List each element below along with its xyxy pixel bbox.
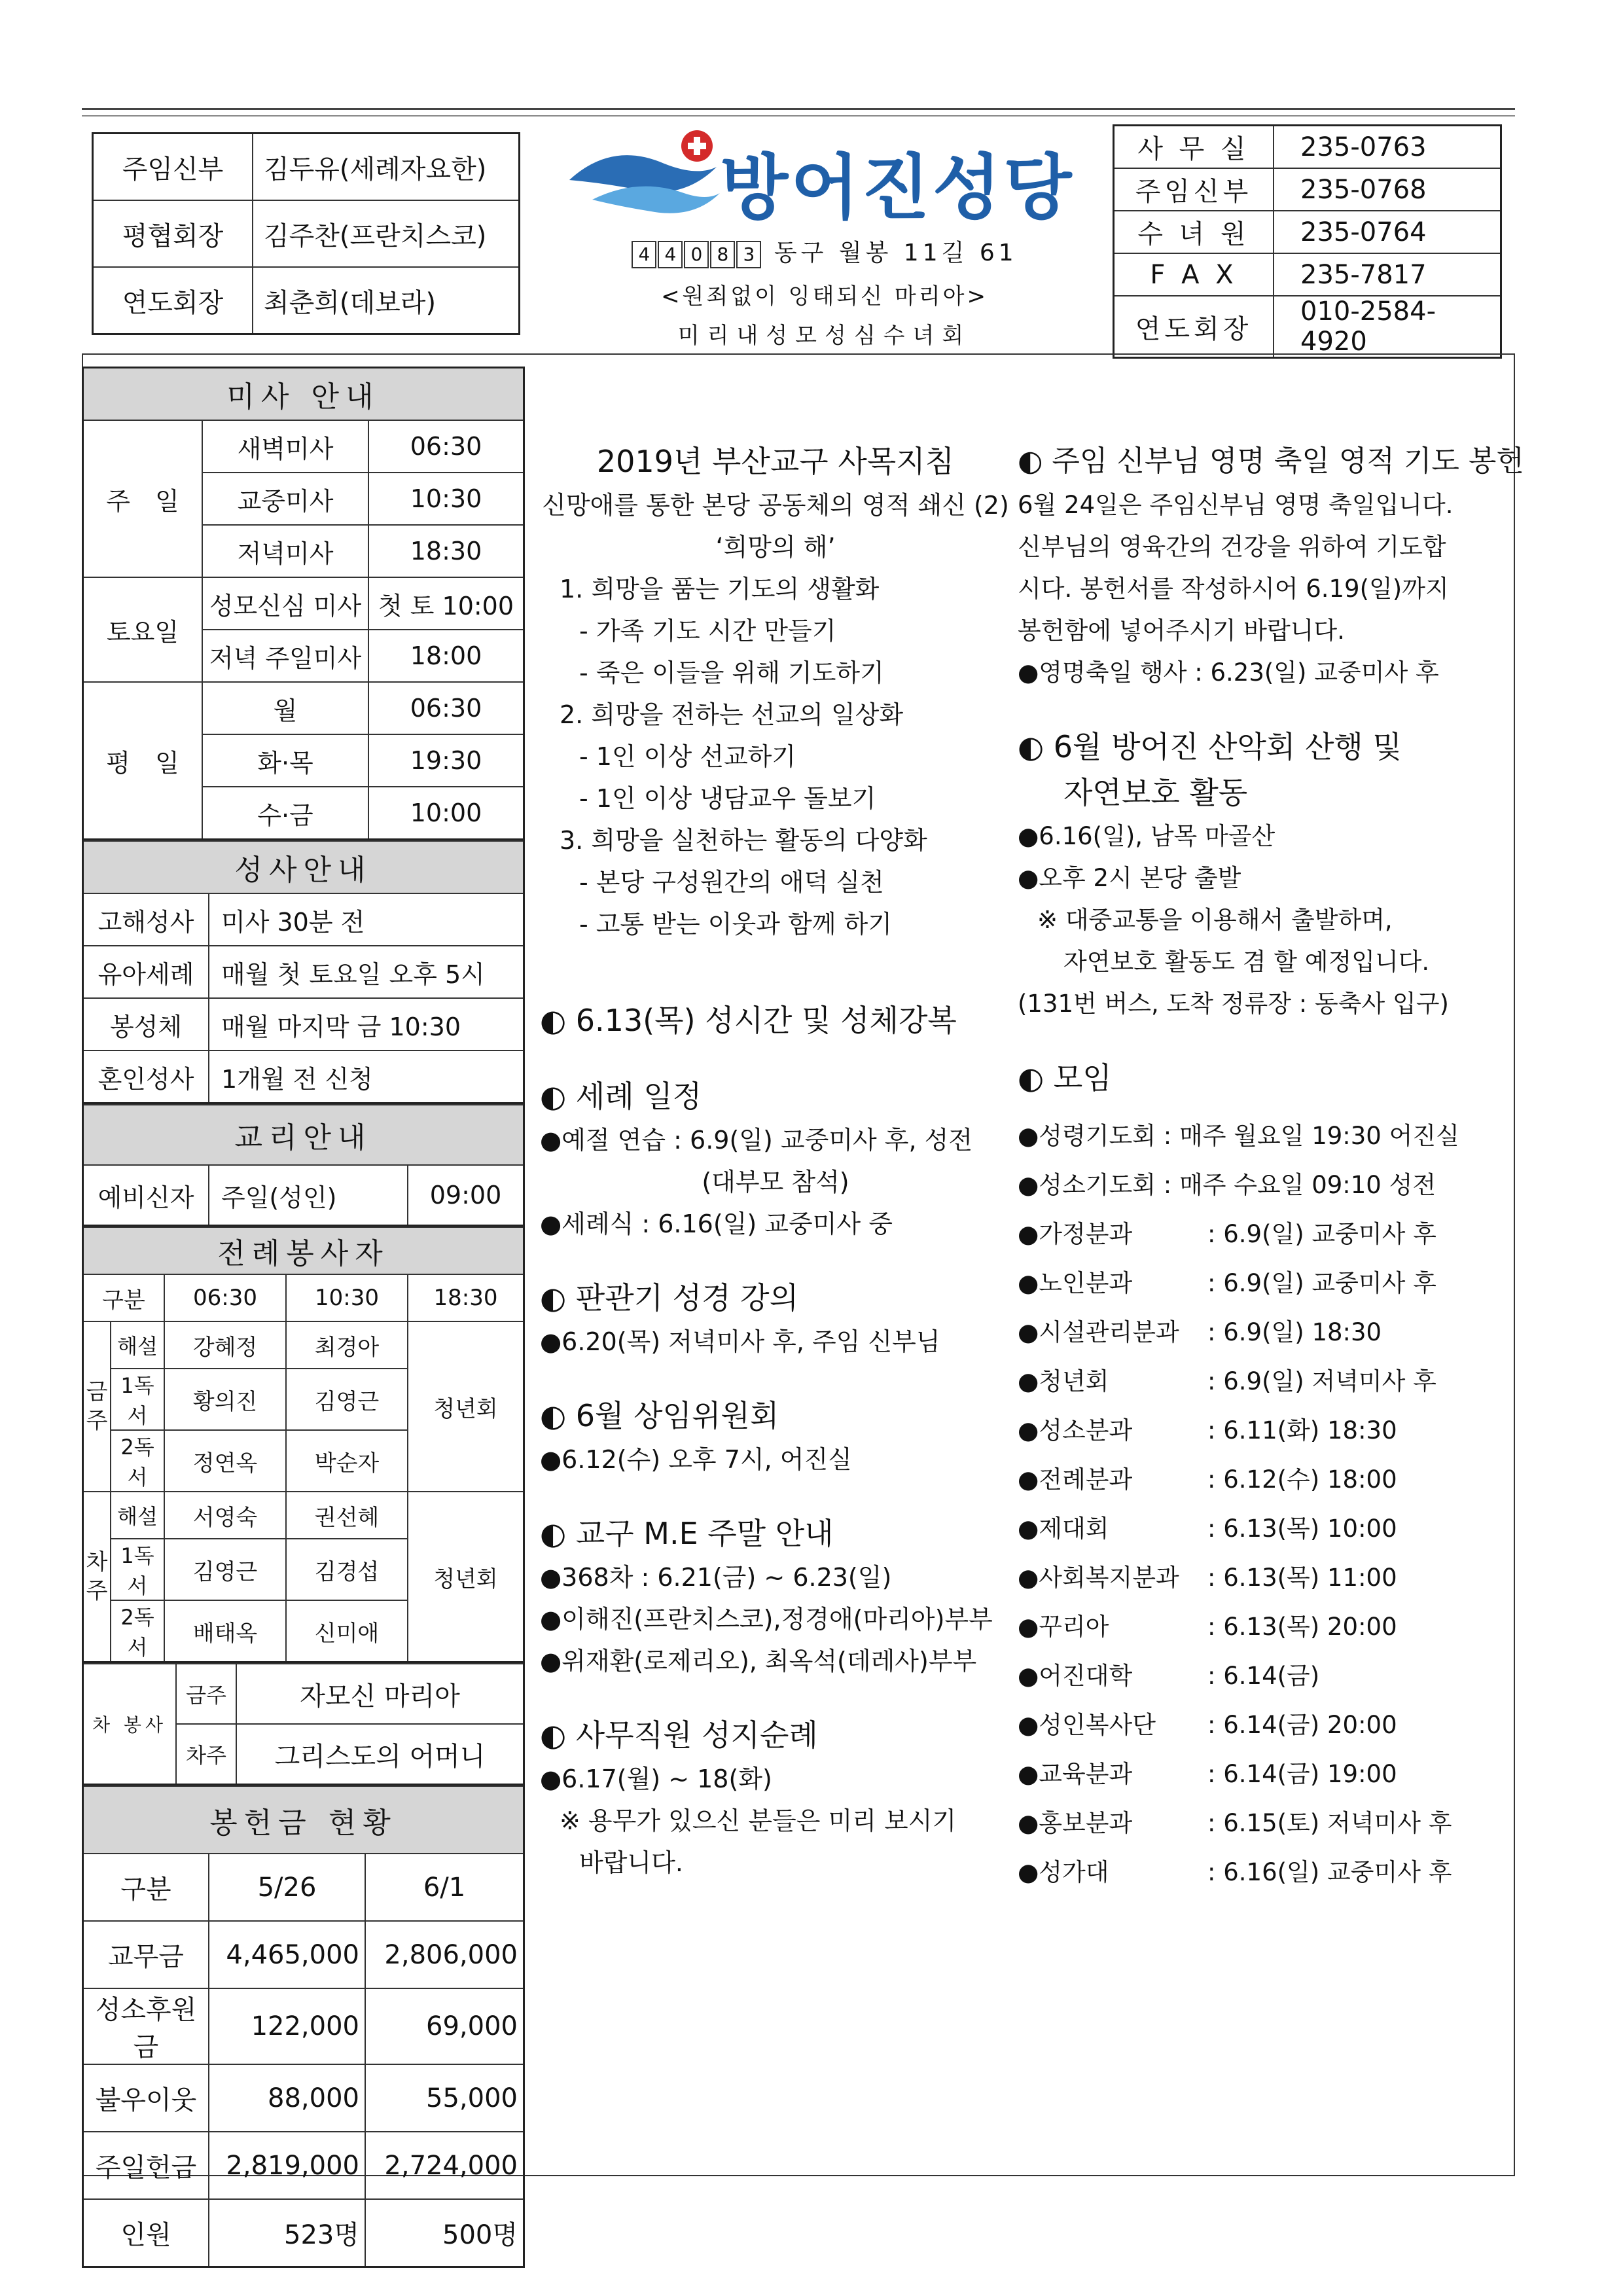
staff-value: 김두유(세례자요한) [253,134,520,201]
staff-value: 김주찬(프란치스코) [253,200,520,267]
offering-label: 인원 [83,2199,209,2267]
offering-amount: 2,806,000 [365,1921,524,1988]
contact-number: 010-2584-4920 [1274,296,1501,358]
offering-amount: 55,000 [365,2064,524,2132]
feast-line: 봉헌함에 넣어주시기 바랍니다. [1018,617,1345,645]
meeting-row [1018,1749,1502,1799]
left-column [82,367,525,2268]
meeting-line: ●성령기도회 : 매주 월요일 19:30 어진실 [1018,1122,1459,1150]
offering-head: 구분 [83,1854,209,1921]
meeting-schedule: : 6.9(일) 저녁미사 후 [1207,1367,1436,1395]
right-column [1018,439,1524,1897]
directive-item: - 1인 이상 선교하기 [579,742,796,771]
car-week: 금주 [176,1664,236,1724]
sacrament-info: 미사 30분 전 [209,893,524,946]
hike-line: (131번 버스, 도착 정류장 : 동축사 입구) [1018,990,1449,1018]
directive-item: - 고통 받는 이웃과 함께 하기 [579,910,892,939]
meeting-schedule: : 6.15(토) 저녁미사 후 [1207,1809,1452,1837]
directive-item: - 죽은 이들을 위해 기도하기 [579,658,884,687]
mass-name: 성모신심 미사 [202,577,368,630]
me-line: ●위재환(로제리오), 최옥석(데레사)부부 [540,1647,977,1676]
staff-label: 연도회장 [93,267,253,334]
meeting-group: ●전례분과 [1018,1465,1133,1494]
contact-label: F A X [1114,253,1274,296]
baptism-heading: ◐ 세례 일정 [540,1079,702,1114]
staff-table [92,132,520,335]
directive-item: - 1인 이상 냉담교우 돌보기 [579,784,876,813]
meeting-schedule: : 6.11(화) 18:30 [1207,1416,1397,1444]
catechism-table [82,1104,525,1227]
meeting-row [1018,1799,1502,1848]
directive-item: - 가족 기도 시간 만들기 [579,617,836,645]
liturgy-role: 해설 [111,1492,164,1539]
car-week: 차주 [176,1724,236,1785]
offering-amount: 2,819,000 [209,2132,365,2199]
staff-label: 평협회장 [93,200,253,267]
mass-schedule-table [82,367,525,840]
mass-day: 평 일 [83,682,203,840]
mass-time: 19:30 [368,734,524,787]
hike-line: ※ 대중교통을 이용해서 출발하며, [1037,906,1393,934]
sacrament-section-title: 성사안내 [83,841,524,893]
car-driver: 그리스도의 어머니 [236,1724,524,1785]
contact-label: 사 무 실 [1114,126,1274,169]
meeting-row [1018,1553,1502,1602]
meeting-group: ●홍보분과 [1018,1809,1133,1837]
sacrament-name: 유아세례 [83,946,209,998]
meeting-group: ●어진대학 [1018,1662,1133,1690]
meeting-schedule: : 6.12(수) 18:00 [1207,1465,1397,1494]
committee-heading: ◐ 6월 상임위원회 [540,1398,779,1433]
car-service-table [82,1663,525,1785]
meeting-schedule: : 6.13(목) 11:00 [1207,1564,1397,1592]
liturgy-person: 서영숙 [164,1492,286,1539]
mass-time: 06:30 [368,420,524,473]
liturgy-person: 정연옥 [164,1430,286,1492]
sacrament-name: 고해성사 [83,893,209,946]
baptism-line: ●예절 연습 : 6.9(일) 교중미사 후, 성전 [540,1126,973,1155]
mass-time: 10:00 [368,787,524,840]
liturgy-evening: 청년회 [408,1321,524,1492]
directive-year: ‘희망의 해’ [715,533,836,562]
sacrament-name: 혼인성사 [83,1050,209,1103]
mass-section-title: 미사 안내 [83,368,524,421]
postal-digit: 3 [736,241,761,268]
meeting-group: ●제대회 [1018,1515,1109,1543]
catechism-time: 09:00 [408,1165,524,1226]
meeting-row [1018,1259,1502,1308]
feast-line: 신부님의 영육간의 건강을 위하여 기도합 [1018,533,1446,561]
sacrament-name: 봉성체 [83,998,209,1050]
meeting-row [1018,1504,1502,1553]
meeting-row [1018,1210,1502,1259]
mass-name: 화·목 [202,734,368,787]
directive-subtitle: 신망애를 통한 본당 공동체의 영적 쇄신 (2) [542,491,1009,520]
offering-label: 성소후원금 [83,1988,209,2064]
directive-item: 2. 희망을 전하는 선교의 일상화 [560,700,904,729]
meeting-schedule: : 6.9(일) 교중미사 후 [1207,1269,1436,1297]
church-address [576,234,1073,268]
me-line: ●368차 : 6.21(금) ~ 6.23(일) [540,1563,892,1592]
liturgy-person: 신미애 [286,1600,408,1662]
liturgy-head: 06:30 [164,1274,286,1321]
mass-name: 교중미사 [202,473,368,525]
liturgy-person: 강혜정 [164,1321,286,1369]
meeting-group: ●가정분과 [1018,1220,1133,1248]
meeting-line: ●성소기도회 : 매주 수요일 09:10 성전 [1018,1171,1436,1199]
pilgrimage-line: ●6.17(월) ~ 18(화) [540,1765,772,1793]
staff-label: 주임신부 [93,134,253,201]
meeting-schedule: : 6.14(금) 20:00 [1207,1711,1397,1739]
offering-label: 주일헌금 [83,2132,209,2199]
meeting-row [1018,1357,1502,1406]
mass-name: 월 [202,682,368,734]
hike-line: 자연보호 활동도 겸 할 예정입니다. [1063,948,1430,976]
lecture-line: ●6.20(목) 저녁미사 후, 주임 신부님 [540,1327,940,1356]
hike-line: ●오후 2시 본당 출발 [1018,864,1241,892]
meeting-group: ●노인분과 [1018,1269,1133,1297]
pilgrimage-line: ※ 용무가 있으신 분들은 미리 보시기 [560,1806,957,1835]
contact-number: 235-7817 [1274,253,1501,296]
religious-order: 미리내성모성심수녀회 [677,323,972,349]
meeting-group: ●시설관리분과 [1018,1318,1179,1346]
meeting-heading: ◐ 모임 [1018,1060,1112,1096]
meeting-schedule: : 6.14(금) 19:00 [1207,1760,1397,1788]
car-driver: 자모신 마리아 [236,1664,524,1724]
offering-section-title: 봉헌금 현황 [83,1786,524,1854]
feast-event: ●영명축일 행사 : 6.23(일) 교중미사 후 [1018,658,1439,687]
middle-column [540,439,1011,1884]
meeting-schedule: : 6.9(일) 교중미사 후 [1207,1220,1436,1248]
meeting-row [1018,1651,1502,1700]
hike-heading-2: 자연보호 활동 [1063,775,1248,810]
me-line: ●이해진(프란치스코),정경애(마리아)부부 [540,1605,993,1634]
meeting-group: ●교육분과 [1018,1760,1133,1788]
liturgy-head: 구분 [83,1274,165,1321]
meeting-row [1018,1602,1502,1651]
liturgy-role: 1독서 [111,1369,164,1430]
contact-number: 235-0764 [1274,211,1501,253]
mass-name: 저녁 주일미사 [202,630,368,682]
catechism-value: 주일(성인) [209,1165,408,1226]
offering-table [82,1785,525,2268]
directive-title: 2019년 부산교구 사목지침 [596,444,955,479]
meeting-list [1018,1210,1502,1897]
contact-number: 235-0763 [1274,126,1501,169]
offering-label: 교무금 [83,1921,209,1988]
contact-table [1113,124,1502,359]
liturgy-person: 권선혜 [286,1492,408,1539]
liturgy-head: 18:30 [408,1274,524,1321]
meeting-group: ●꾸리아 [1018,1613,1109,1641]
offering-amount: 4,465,000 [209,1921,365,1988]
hike-line: ●6.16(일), 남목 마골산 [1018,822,1275,850]
offering-label: 불우이웃 [83,2064,209,2132]
meeting-group: ●사회복지분과 [1018,1564,1179,1592]
meeting-row [1018,1455,1502,1504]
liturgy-evening: 청년회 [408,1492,524,1662]
baptism-line: ●세례식 : 6.16(일) 교중미사 중 [540,1210,893,1238]
mass-day: 주 일 [83,420,203,577]
offering-amount: 122,000 [209,1988,365,2064]
mass-time: 첫 토 10:00 [368,577,524,630]
mass-day: 토요일 [83,577,203,682]
offering-head: 6/1 [365,1854,524,1921]
meeting-schedule: : 6.9(일) 18:30 [1207,1318,1382,1346]
mass-time: 18:30 [368,525,524,577]
car-service-label: 차 봉사 [83,1664,177,1785]
meeting-schedule: : 6.13(목) 10:00 [1207,1515,1397,1543]
directive-item: 3. 희망을 실천하는 활동의 다양화 [560,826,927,855]
liturgy-person: 황의진 [164,1369,286,1430]
meeting-row [1018,1406,1502,1455]
liturgy-person: 배태옥 [164,1600,286,1662]
staff-value: 최춘희(데보라) [253,267,520,334]
meeting-row [1018,1848,1502,1897]
meeting-schedule: : 6.14(금) [1207,1662,1320,1690]
mass-name: 새벽미사 [202,420,368,473]
meeting-group: ●성인복사단 [1018,1711,1156,1739]
sacrament-info: 1개월 전 신청 [209,1050,524,1103]
pilgrimage-heading: ◐ 사무직원 성지순례 [540,1717,818,1753]
offering-amount: 88,000 [209,2064,365,2132]
offering-amount: 500명 [365,2199,524,2267]
mass-name: 저녁미사 [202,525,368,577]
meeting-row [1018,1700,1502,1749]
directive-item: - 본당 구성원간의 애덕 실천 [579,868,884,897]
catechism-label: 예비신자 [83,1165,209,1226]
sacrament-info: 매월 첫 토요일 오후 5시 [209,946,524,998]
liturgy-role: 해설 [111,1321,164,1369]
baptism-line: (대부모 참석) [702,1168,849,1196]
sacrament-table [82,840,525,1104]
mass-time: 18:00 [368,630,524,682]
meeting-group: ●청년회 [1018,1367,1109,1395]
committee-line: ●6.12(수) 오후 7시, 어진실 [540,1445,852,1474]
offering-amount: 2,724,000 [365,2132,524,2199]
liturgy-group: 차주 [83,1492,111,1662]
liturgy-table [82,1227,525,1663]
mass-time: 06:30 [368,682,524,734]
patron-subtitle: <원죄없이 잉태되신 마리아> [661,283,988,310]
postal-digit: 4 [658,241,683,268]
adoration-heading: ◐ 6.13(목) 성시간 및 성체강복 [540,1003,957,1038]
directive-item: 1. 희망을 품는 기도의 생활화 [560,575,880,603]
liturgy-group: 금주 [83,1321,111,1492]
postal-digit: 0 [684,241,709,268]
sacrament-info: 매월 마지막 금 10:30 [209,998,524,1050]
feast-heading: ◐ 주임 신부님 영명 축일 영적 기도 봉헌 [1018,444,1524,478]
liturgy-head: 10:30 [286,1274,408,1321]
liturgy-person: 김경섭 [286,1539,408,1600]
top-rule [82,108,1515,110]
postal-digit: 4 [632,241,656,268]
meeting-schedule: : 6.16(일) 교중미사 후 [1207,1858,1452,1886]
catechism-section-title: 교리안내 [83,1105,524,1165]
offering-head: 5/26 [209,1854,365,1921]
contact-number: 235-0768 [1274,168,1501,211]
feast-line: 시다. 봉헌서를 작성하시어 6.19(일)까지 [1018,575,1449,603]
contact-label: 주임신부 [1114,168,1274,211]
meeting-schedule: : 6.13(목) 20:00 [1207,1613,1397,1641]
contact-label: 연도회장 [1114,296,1274,358]
postal-digit: 8 [710,241,735,268]
offering-amount: 69,000 [365,1988,524,2064]
pilgrimage-line: 바랍니다. [579,1848,683,1877]
liturgy-person: 김영근 [286,1369,408,1430]
meeting-row [1018,1308,1502,1357]
meeting-group: ●성가대 [1018,1858,1109,1886]
liturgy-person: 김영근 [164,1539,286,1600]
offering-amount: 523명 [209,2199,365,2267]
liturgy-person: 박순자 [286,1430,408,1492]
liturgy-role: 2독서 [111,1600,164,1662]
contact-label: 수 녀 원 [1114,211,1274,253]
liturgy-role: 1독서 [111,1539,164,1600]
liturgy-role: 2독서 [111,1430,164,1492]
meeting-group: ●성소분과 [1018,1416,1133,1444]
mass-name: 수·금 [202,787,368,840]
hike-heading: ◐ 6월 방어진 산악회 산행 및 [1018,729,1402,764]
top-rule-thin [82,115,1515,117]
liturgy-person: 최경아 [286,1321,408,1369]
mass-time: 10:30 [368,473,524,525]
liturgy-section-title: 전례봉사자 [83,1227,524,1274]
lecture-heading: ◐ 판관기 성경 강의 [540,1280,799,1316]
church-name: 방어진성당 [720,147,1075,229]
me-heading: ◐ 교구 M.E 주말 안내 [540,1516,834,1551]
feast-line: 6월 24일은 주임신부님 영명 축일입니다. [1018,491,1454,519]
address-text: 동구 월봉 11길 61 [774,240,1018,266]
